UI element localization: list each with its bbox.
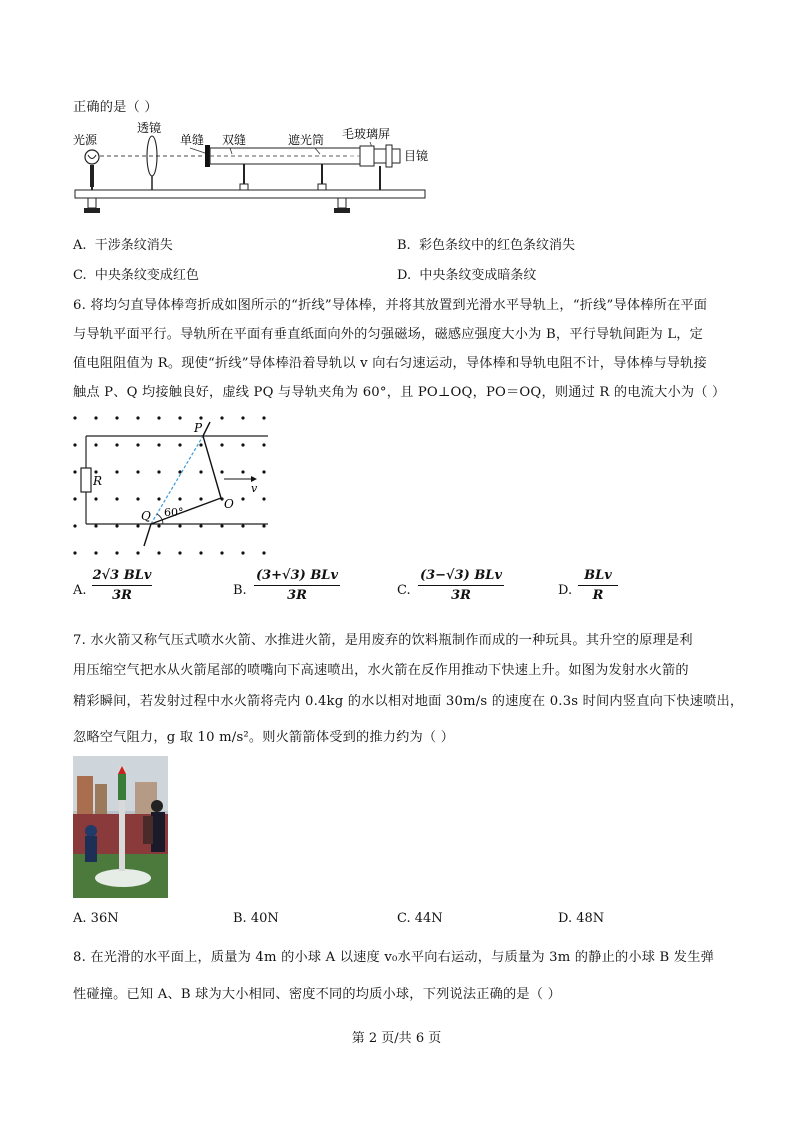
field-dot — [241, 470, 244, 473]
field-dot — [157, 524, 160, 527]
q6-stem-line-1: 6. 将均匀直导体棒弯折成如图所示的“折线”导体棒，并将其放置到光滑水平导轨上，“折线”导体棒所在平面 — [73, 298, 708, 313]
field-dot — [220, 416, 223, 419]
q6-stem-line-2: 与导轨平面平行。导轨所在平面有垂直纸面向外的匀强磁场，磁感应强度大小为 B，平行导轨间距为 L，定 — [73, 327, 704, 342]
q7-option-c[interactable]: C. 44N — [397, 911, 443, 926]
q6-option-a[interactable]: 2√3 BLv 3R — [92, 568, 152, 603]
field-dot — [115, 524, 118, 527]
label-p: P — [194, 421, 203, 435]
q6-option-d-key[interactable]: D. — [558, 583, 573, 598]
field-dot — [136, 470, 139, 473]
field-dot — [157, 551, 160, 554]
field-dot — [220, 443, 223, 446]
field-dot — [241, 443, 244, 446]
q6-option-c[interactable]: (3−√3) BLv 3R — [419, 568, 503, 603]
field-dot — [262, 524, 265, 527]
double-slit-apparatus-diagram — [70, 118, 440, 228]
q5-option-d[interactable]: D. 中央条纹变成暗条纹 — [397, 268, 537, 283]
q6-option-b-key[interactable]: B. — [233, 583, 247, 598]
q6-stem-line-3: 值电阻阻值为 R。现使“折线”导体棒沿着导轨以 v 向右匀速运动，导体棒和导轨电阻不计，导体棒与导轨接 — [73, 356, 707, 371]
field-dot — [220, 470, 223, 473]
resistor-icon — [81, 468, 91, 492]
field-dot — [178, 497, 181, 500]
field-dot — [241, 551, 244, 554]
label-light-source: 光源 — [73, 133, 98, 147]
q6-option-d[interactable]: BLv R — [578, 568, 618, 603]
q7-stem-line-3: 精彩瞬间，若发射过程中水火箭将壳内 0.4kg 的水以相对地面 30m/s 的速度在 0.3s 时间内竖直向下快速喷出， — [73, 694, 744, 709]
q8-stem-line-1: 8. 在光滑的水平面上，质量为 4m 的小球 A 以速度 v₀水平向右运动，与质量为 3m 的静止的小球 B 发生弹 — [73, 950, 714, 965]
field-dot — [94, 497, 97, 500]
q7-option-d[interactable]: D. 48N — [558, 911, 605, 926]
water-rocket-photo — [73, 756, 168, 898]
field-dot — [241, 497, 244, 500]
field-dot — [262, 443, 265, 446]
q5-option-b[interactable]: B. 彩色条纹中的红色条纹消失 — [397, 238, 575, 253]
label-q: Q — [141, 509, 151, 523]
field-dot — [199, 443, 202, 446]
q7-option-b[interactable]: B. 40N — [233, 911, 279, 926]
q7-option-a[interactable]: A. 36N — [73, 911, 119, 926]
field-dot — [94, 551, 97, 554]
label-v: v — [251, 482, 258, 495]
field-dot — [73, 416, 76, 419]
q6-option-b[interactable]: (3+√3) BLv 3R — [255, 568, 339, 603]
magnetic-field-dots — [73, 416, 265, 554]
field-dot — [94, 416, 97, 419]
field-dot — [157, 443, 160, 446]
bent-rod — [144, 422, 221, 546]
field-dot — [262, 551, 265, 554]
field-dot — [115, 470, 118, 473]
field-dot — [94, 524, 97, 527]
field-dot — [220, 551, 223, 554]
label-eyepiece: 目镜 — [404, 149, 429, 163]
q6-option-a-key[interactable]: A. — [73, 583, 87, 598]
q5-stem-tail: 正确的是（ ） — [73, 100, 158, 115]
label-o: O — [224, 497, 234, 511]
field-dot — [262, 416, 265, 419]
field-dot — [241, 524, 244, 527]
field-dot — [178, 551, 181, 554]
label-single-slit: 单缝 — [180, 133, 205, 147]
bent-rod-magnetic-field-figure — [68, 410, 278, 560]
field-dot — [136, 524, 139, 527]
field-dot — [115, 416, 118, 419]
field-dot — [178, 524, 181, 527]
field-dot — [115, 497, 118, 500]
q7-stem-line-4: 忽略空气阻力，g 取 10 m/s²。则火箭箭体受到的推力约为（ ） — [73, 730, 455, 745]
field-dot — [136, 551, 139, 554]
field-dot — [73, 551, 76, 554]
field-dot — [199, 524, 202, 527]
field-dot — [241, 416, 244, 419]
field-dot — [157, 416, 160, 419]
q6-option-c-key[interactable]: C. — [397, 583, 411, 598]
field-dot — [94, 443, 97, 446]
label-screen: 毛玻璃屏 — [342, 127, 391, 141]
field-dot — [73, 443, 76, 446]
field-dot — [115, 443, 118, 446]
label-double-slit: 双缝 — [222, 133, 247, 147]
q6-stem-line-4: 触点 P、Q 均接触良好，虚线 PQ 与导轨夹角为 60°，且 PO⊥OQ，PO＝OQ，则通过 R 的电流大小为（ ） — [73, 385, 726, 400]
field-dot — [262, 470, 265, 473]
field-dot — [178, 443, 181, 446]
field-dot — [220, 524, 223, 527]
label-lens: 透镜 — [137, 121, 162, 135]
field-dot — [199, 551, 202, 554]
field-dot — [199, 470, 202, 473]
field-dot — [199, 416, 202, 419]
q8-stem-line-2: 性碰撞。已知 A、B 球为大小相同、密度不同的均质小球，下列说法正确的是（ ） — [73, 987, 561, 1002]
q5-option-a[interactable]: A. 干涉条纹消失 — [73, 238, 173, 253]
label-angle: 60° — [164, 506, 184, 519]
field-dot — [262, 497, 265, 500]
field-dot — [178, 416, 181, 419]
label-r: R — [93, 474, 103, 488]
field-dot — [73, 497, 76, 500]
field-dot — [115, 551, 118, 554]
q5-option-c[interactable]: C. 中央条纹变成红色 — [73, 268, 199, 283]
field-dot — [136, 497, 139, 500]
q7-stem-line-2: 用压缩空气把水从火箭尾部的喷嘴向下高速喷出，水火箭在反作用推动下快速上升。如图为发射水火箭的 — [73, 663, 689, 678]
field-dot — [136, 443, 139, 446]
q7-stem-line-1: 7. 水火箭又称气压式喷水火箭、水推进火箭，是用废弃的饮料瓶制作而成的一种玩具。其升空的原理是利 — [73, 633, 693, 648]
field-dot — [157, 470, 160, 473]
page-footer: 第 2 页/共 6 页 — [351, 1031, 442, 1046]
field-dot — [136, 416, 139, 419]
label-tube: 遮光筒 — [288, 133, 325, 147]
field-dot — [157, 497, 160, 500]
field-dot — [73, 470, 76, 473]
field-dot — [199, 497, 202, 500]
field-dot — [73, 524, 76, 527]
